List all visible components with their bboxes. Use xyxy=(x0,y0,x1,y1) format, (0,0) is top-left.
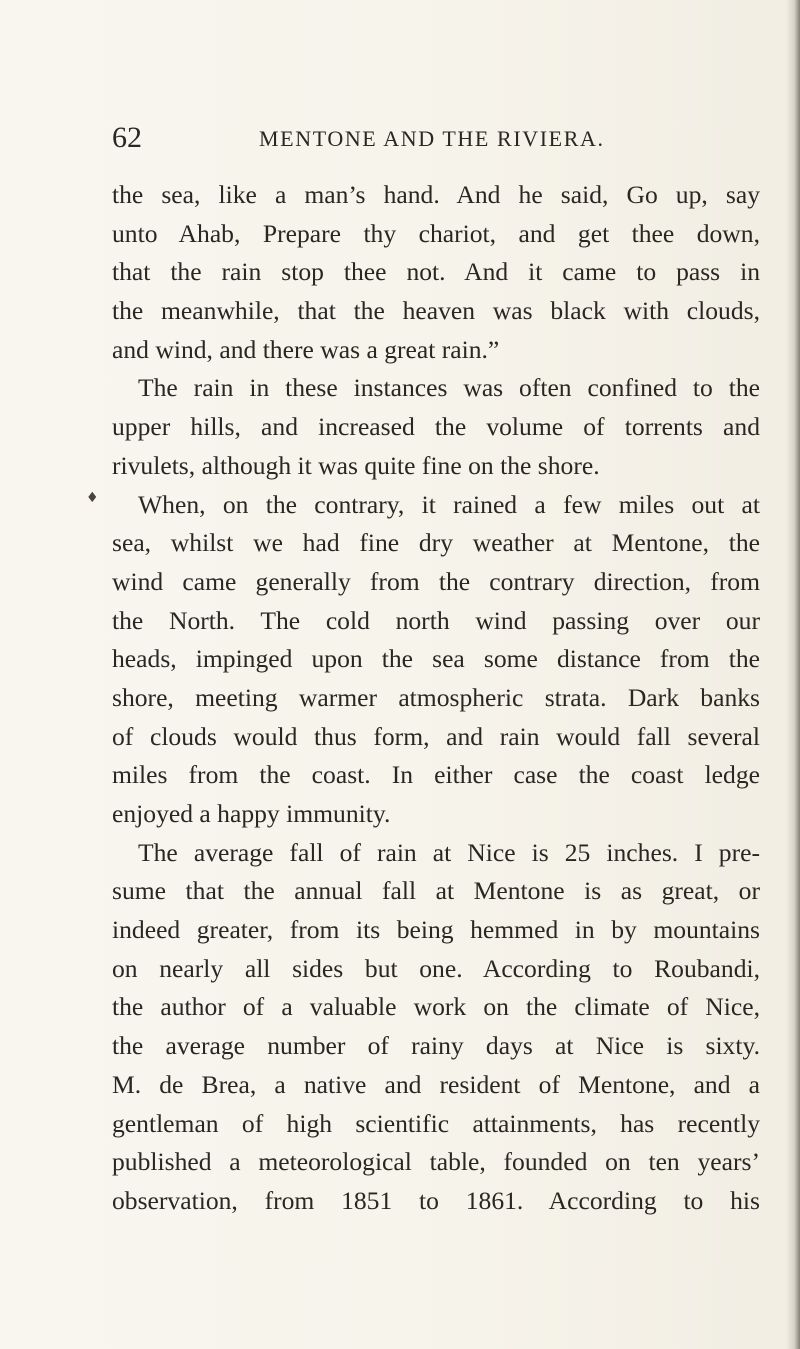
text-line: The rain in these instances was often confined to the xyxy=(138,373,760,403)
running-title: MENTONE AND THE RIVIERA. xyxy=(259,126,605,151)
margin-mark: ♦ xyxy=(86,490,99,506)
text-line: M. de Brea, a native and resident of Mentone, and a xyxy=(112,1069,760,1099)
text-line: miles from the coast. In either case the coast ledge xyxy=(112,760,760,790)
text-line: wind came generally from the contrary direction, from xyxy=(112,566,760,596)
text-line: the meanwhile, that the heaven was black with clouds, xyxy=(112,296,760,326)
text-line: on nearly all sides but one. According to Roubandi, xyxy=(112,953,760,983)
page-header xyxy=(112,120,752,156)
text-line: enjoyed a happy immunity. xyxy=(112,799,391,828)
text-line: that the rain stop thee not. And it came to pass in xyxy=(112,257,760,287)
text-line: shore, meeting warmer atmospheric strata. Dark banks xyxy=(112,682,760,712)
text-line: sume that the annual fall at Mentone is as great, or xyxy=(112,876,760,906)
text-line: the author of a valuable work on the climate of Nice, xyxy=(112,992,760,1022)
text-line: sea, whilst we had fine dry weather at Mentone, the xyxy=(112,528,760,558)
text-line: the North. The cold north wind passing over our xyxy=(112,605,760,635)
text-line: and wind, and there was a great rain.” xyxy=(112,334,500,364)
text-line: upper hills, and increased the volume of torrents and xyxy=(112,412,760,442)
text-line: of clouds would thus form, and rain would fall several xyxy=(112,721,760,751)
text-line: The average fall of rain at Nice is 25 inches. I pre- xyxy=(138,837,760,867)
text-line: heads, impinged upon the sea some distance from the xyxy=(112,644,760,674)
page-edge-shadow xyxy=(786,0,800,1349)
page-number: 62 xyxy=(112,121,142,154)
text-line: gentleman of high scientific attainments, has recently xyxy=(112,1108,760,1138)
text-line: published a meteorological table, founded on ten years’ xyxy=(112,1147,760,1177)
text-line: unto Ahab, Prepare thy chariot, and get thee down, xyxy=(112,218,760,248)
text-line: rivulets, although it was quite fine on the shore. xyxy=(112,450,600,480)
body-text xyxy=(112,176,760,1221)
text-line: the sea, like a man’s hand. And he said, Go up, say xyxy=(112,180,760,209)
text-line: When, on the contrary, it rained a few miles out at xyxy=(138,489,760,519)
text-line: the average number of rainy days at Nice is sixty. xyxy=(112,1031,760,1061)
text-line: indeed greater, from its being hemmed in by mountains xyxy=(112,915,760,945)
text-line: observation, from 1851 to 1861. According to his xyxy=(112,1185,760,1215)
